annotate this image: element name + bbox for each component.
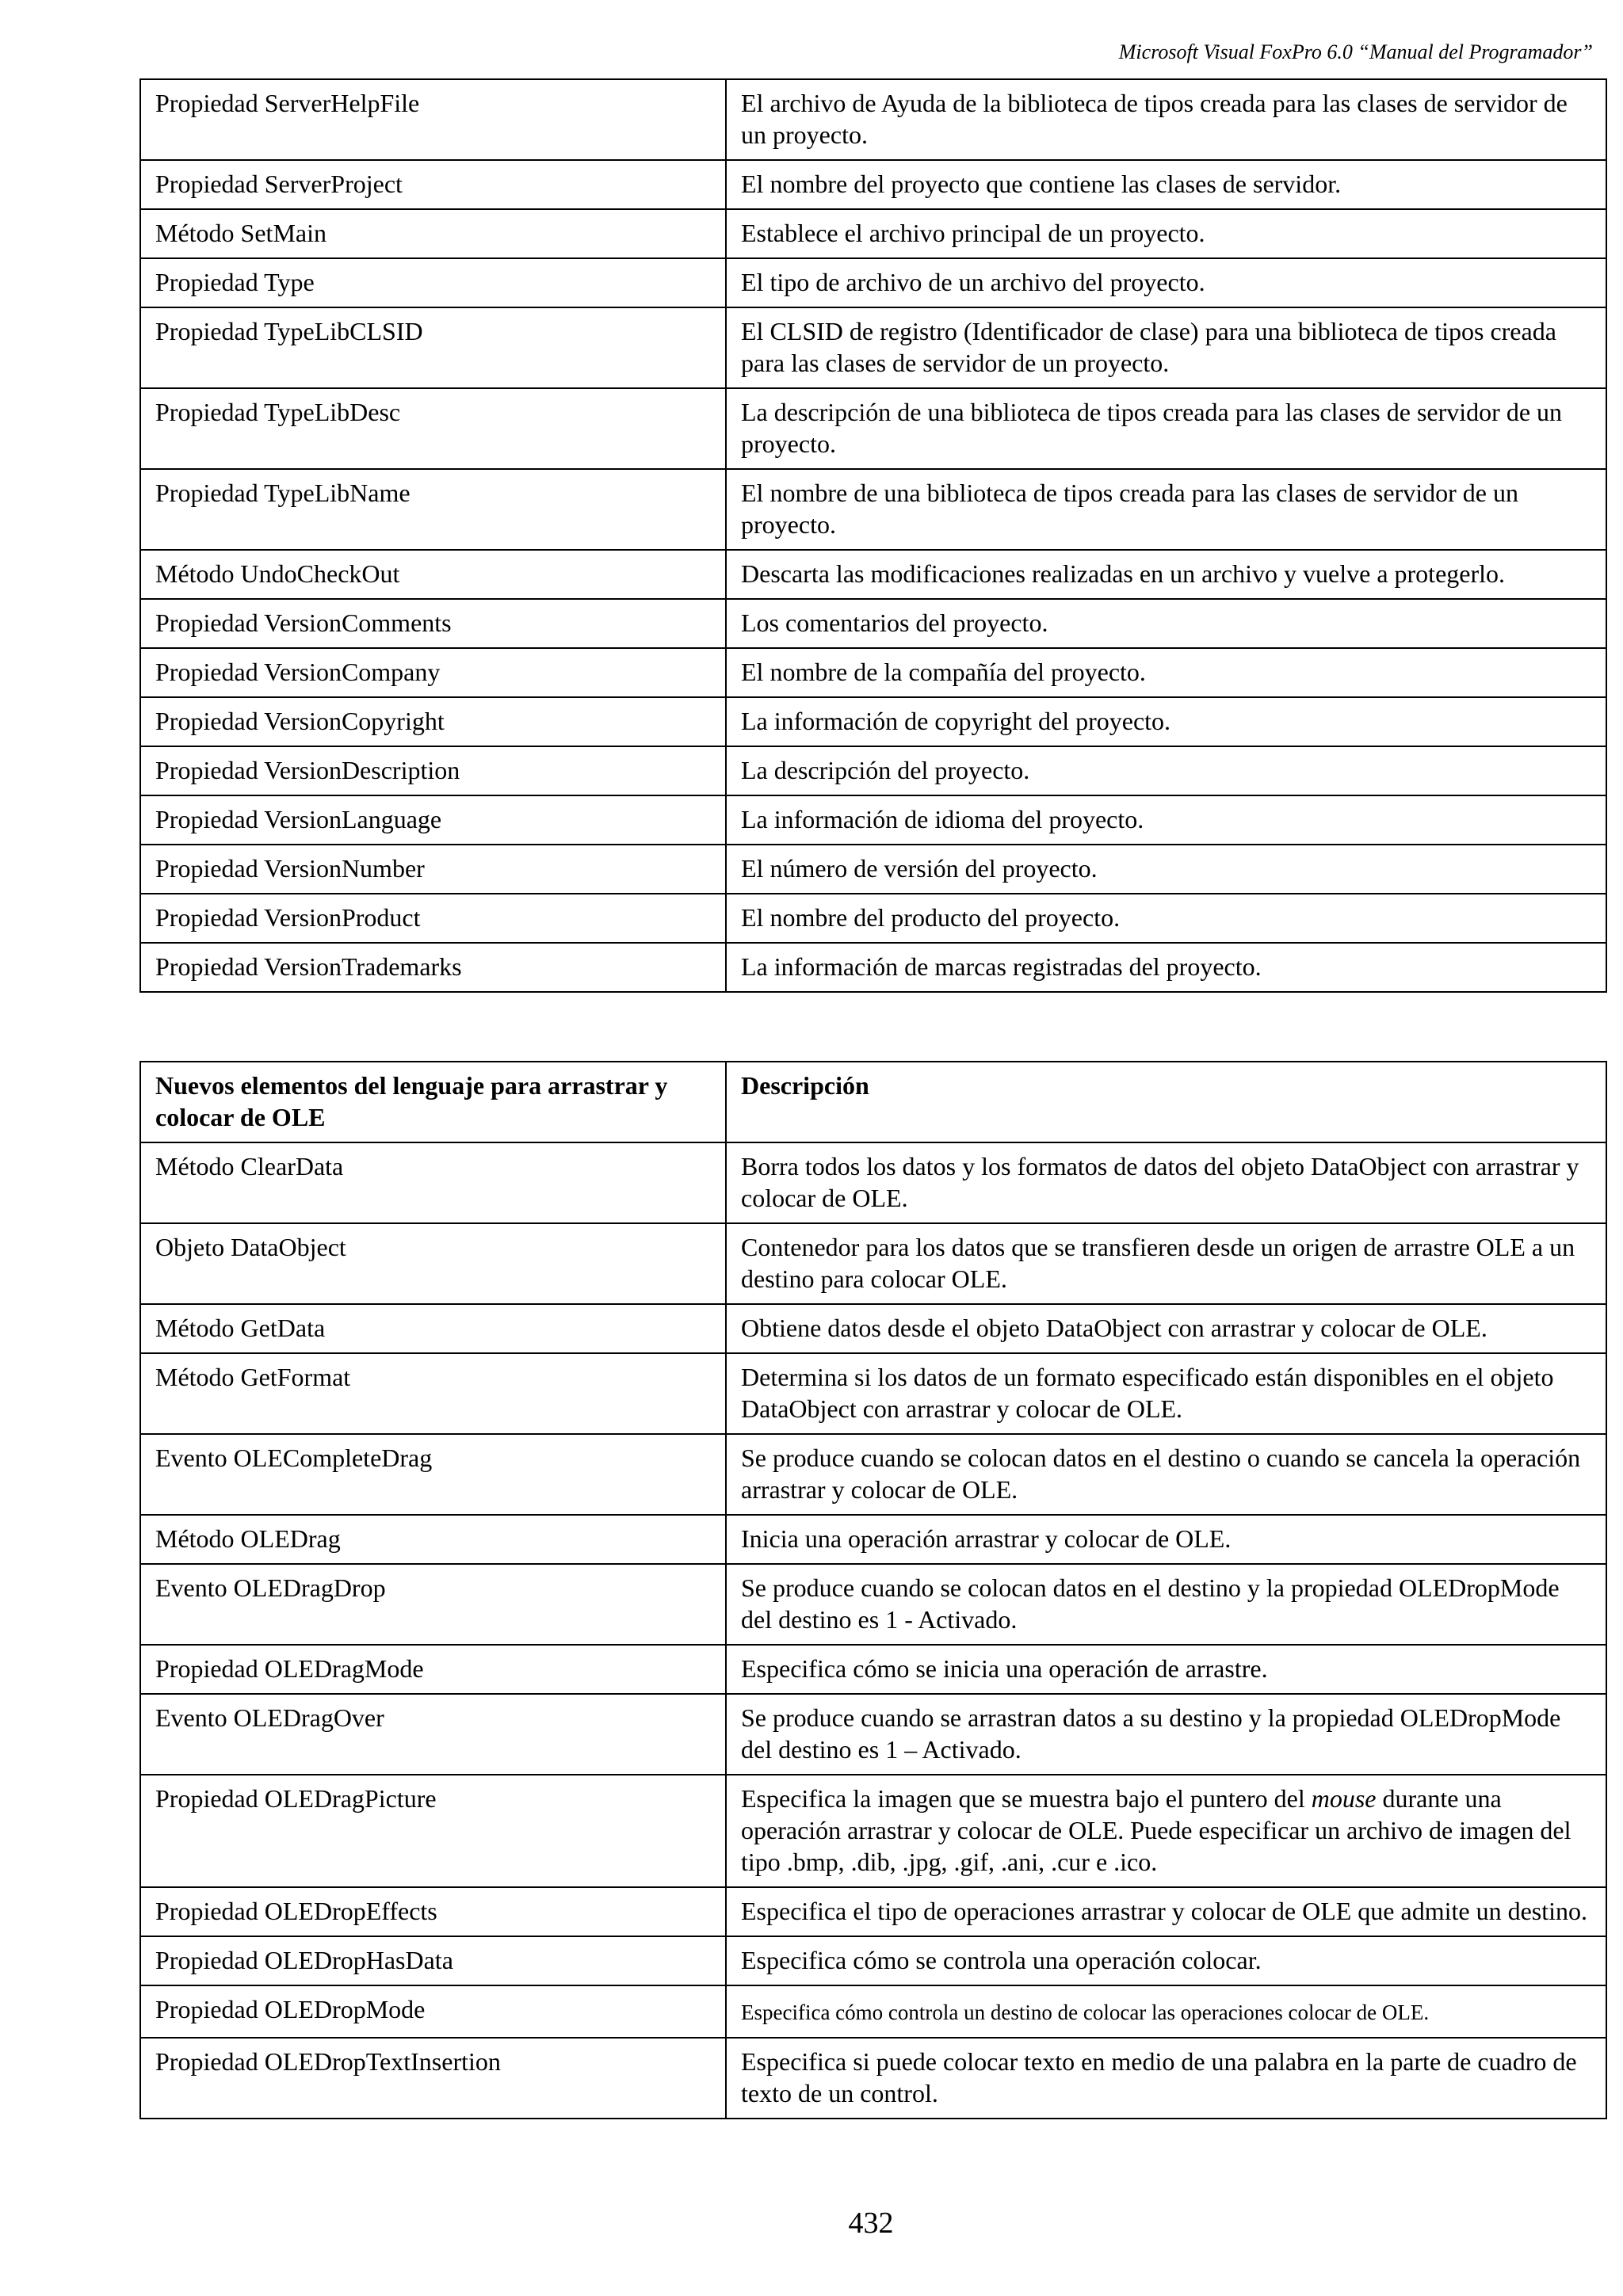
description-cell: Se produce cuando se colocan datos en el destino y la propiedad OLEDropMode del destino es 1 - Activado.: [726, 1564, 1606, 1645]
description-cell: El nombre de una biblioteca de tipos creada para las clases de servidor de un proyecto.: [726, 469, 1606, 550]
description-cell: Obtiene datos desde el objeto DataObject con arrastrar y colocar de OLE.: [726, 1304, 1606, 1353]
table-row: [140, 648, 1606, 697]
element-name-cell: Propiedad VersionLanguage: [140, 795, 726, 845]
ole-drag-drop-table: [139, 1061, 1607, 2119]
description-cell: Los comentarios del proyecto.: [726, 599, 1606, 648]
description-cell: Especifica si puede colocar texto en medio de una palabra en la parte de cuadro de texto de un control.: [726, 2038, 1606, 2119]
table-row: [140, 1564, 1606, 1645]
description-cell: Se produce cuando se arrastran datos a su destino y la propiedad OLEDropMode del destino es 1 – Activado.: [726, 1694, 1606, 1775]
table-row: [140, 1694, 1606, 1775]
description-cell: Contenedor para los datos que se transfieren desde un origen de arrastre OLE a un destino para colocar OLE.: [726, 1223, 1606, 1304]
element-name-cell: Propiedad OLEDragPicture: [140, 1775, 726, 1887]
element-name-cell: Propiedad OLEDragMode: [140, 1645, 726, 1694]
table-row: [140, 2038, 1606, 2119]
table-row: [140, 1515, 1606, 1564]
description-cell: El nombre de la compañía del proyecto.: [726, 648, 1606, 697]
table-row: [140, 1645, 1606, 1694]
element-name-cell: Propiedad OLEDropMode: [140, 1985, 726, 2038]
description-cell: La información de copyright del proyecto.: [726, 697, 1606, 746]
description-cell: La información de marcas registradas del proyecto.: [726, 943, 1606, 992]
running-header: Microsoft Visual FoxPro 6.0 “Manual del Programador”: [1118, 40, 1593, 63]
element-name-cell: Evento OLEDragDrop: [140, 1564, 726, 1645]
table-row: [140, 307, 1606, 388]
element-name-cell: Propiedad TypeLibDesc: [140, 388, 726, 469]
element-name-cell: Propiedad VersionNumber: [140, 845, 726, 894]
table-row: [140, 943, 1606, 992]
description-cell: Especifica el tipo de operaciones arrastrar y colocar de OLE que admite un destino.: [726, 1887, 1606, 1936]
table-row: [140, 160, 1606, 209]
element-name-cell: Evento OLEDragOver: [140, 1694, 726, 1775]
description-cell: Se produce cuando se colocan datos en el destino o cuando se cancela la operación arrastrar y colocar de OLE.: [726, 1434, 1606, 1515]
description-cell: El tipo de archivo de un archivo del proyecto.: [726, 258, 1606, 307]
table-row: [140, 1304, 1606, 1353]
table-row: [140, 469, 1606, 550]
description-cell: El número de versión del proyecto.: [726, 845, 1606, 894]
description-cell: Determina si los datos de un formato especificado están disponibles en el objeto DataObject con arrastrar y colocar de OLE.: [726, 1353, 1606, 1434]
description-cell: Inicia una operación arrastrar y colocar de OLE.: [726, 1515, 1606, 1564]
page-number: 432: [848, 2206, 894, 2240]
description-cell: La descripción del proyecto.: [726, 746, 1606, 795]
description-cell: El nombre del proyecto que contiene las clases de servidor.: [726, 160, 1606, 209]
table-row: [140, 1936, 1606, 1985]
table-row: [140, 258, 1606, 307]
table-row: [140, 1434, 1606, 1515]
element-name-cell: Propiedad OLEDropTextInsertion: [140, 2038, 726, 2119]
table-row: [140, 1142, 1606, 1223]
description-text: durante una operación arrastrar y colocar de OLE. Puede especificar un archivo de imagen del tipo .bmp, .dib, .jpg, .gif, .ani, .cur e .ico.: [741, 1784, 1571, 1876]
element-name-cell: Método ClearData: [140, 1142, 726, 1223]
description-cell: El CLSID de registro (Identificador de clase) para una biblioteca de tipos creada para las clases de servidor de un proyecto.: [726, 307, 1606, 388]
element-name-cell: Propiedad OLEDropEffects: [140, 1887, 726, 1936]
element-name-cell: Propiedad VersionDescription: [140, 746, 726, 795]
description-cell: Especifica cómo controla un destino de colocar las operaciones colocar de OLE.: [726, 1985, 1606, 2038]
description-cell: El archivo de Ayuda de la biblioteca de tipos creada para las clases de servidor de un proyecto.: [726, 79, 1606, 160]
column-header-elements: Nuevos elementos del lenguaje para arrastrar y colocar de OLE: [140, 1062, 726, 1142]
column-header-description: Descripción: [726, 1062, 1606, 1142]
table-row: [140, 79, 1606, 160]
element-name-cell: Propiedad Type: [140, 258, 726, 307]
table-row: [140, 388, 1606, 469]
element-name-cell: Propiedad OLEDropHasData: [140, 1936, 726, 1985]
description-cell: Establece el archivo principal de un proyecto.: [726, 209, 1606, 258]
element-name-cell: Propiedad ServerProject: [140, 160, 726, 209]
element-name-cell: Objeto DataObject: [140, 1223, 726, 1304]
element-name-cell: Propiedad VersionCopyright: [140, 697, 726, 746]
description-cell: La información de idioma del proyecto.: [726, 795, 1606, 845]
properties-table: [139, 78, 1607, 993]
table-row: [140, 1223, 1606, 1304]
element-name-cell: Propiedad VersionCompany: [140, 648, 726, 697]
description-cell: El nombre del producto del proyecto.: [726, 894, 1606, 943]
description-cell: Especifica cómo se inicia una operación de arrastre.: [726, 1645, 1606, 1694]
element-name-cell: Propiedad VersionComments: [140, 599, 726, 648]
description-text: Especifica la imagen que se muestra bajo el puntero del: [741, 1784, 1312, 1813]
table-row: [140, 1353, 1606, 1434]
table-row: [140, 845, 1606, 894]
table-row: [140, 1775, 1606, 1887]
table-row: [140, 746, 1606, 795]
description-cell: [726, 1775, 1606, 1887]
element-name-cell: Método GetFormat: [140, 1353, 726, 1434]
description-cell: Borra todos los datos y los formatos de datos del objeto DataObject con arrastrar y colocar de OLE.: [726, 1142, 1606, 1223]
table-row: [140, 1887, 1606, 1936]
element-name-cell: Propiedad ServerHelpFile: [140, 79, 726, 160]
table-row: [140, 209, 1606, 258]
element-name-cell: Método UndoCheckOut: [140, 550, 726, 599]
description-cell: Descarta las modificaciones realizadas en un archivo y vuelve a protegerlo.: [726, 550, 1606, 599]
element-name-cell: Propiedad VersionTrademarks: [140, 943, 726, 992]
table-header-row: [140, 1062, 1606, 1142]
table-row: [140, 894, 1606, 943]
element-name-cell: Método SetMain: [140, 209, 726, 258]
element-name-cell: Propiedad TypeLibCLSID: [140, 307, 726, 388]
table-row: [140, 697, 1606, 746]
element-name-cell: Propiedad TypeLibName: [140, 469, 726, 550]
table-row: [140, 795, 1606, 845]
table-row: [140, 599, 1606, 648]
element-name-cell: Evento OLECompleteDrag: [140, 1434, 726, 1515]
element-name-cell: Método GetData: [140, 1304, 726, 1353]
description-italic-term: mouse: [1311, 1784, 1377, 1813]
table-row: [140, 1985, 1606, 2038]
element-name-cell: Método OLEDrag: [140, 1515, 726, 1564]
table-row: [140, 550, 1606, 599]
element-name-cell: Propiedad VersionProduct: [140, 894, 726, 943]
description-cell: La descripción de una biblioteca de tipos creada para las clases de servidor de un proyecto.: [726, 388, 1606, 469]
description-cell: Especifica cómo se controla una operación colocar.: [726, 1936, 1606, 1985]
